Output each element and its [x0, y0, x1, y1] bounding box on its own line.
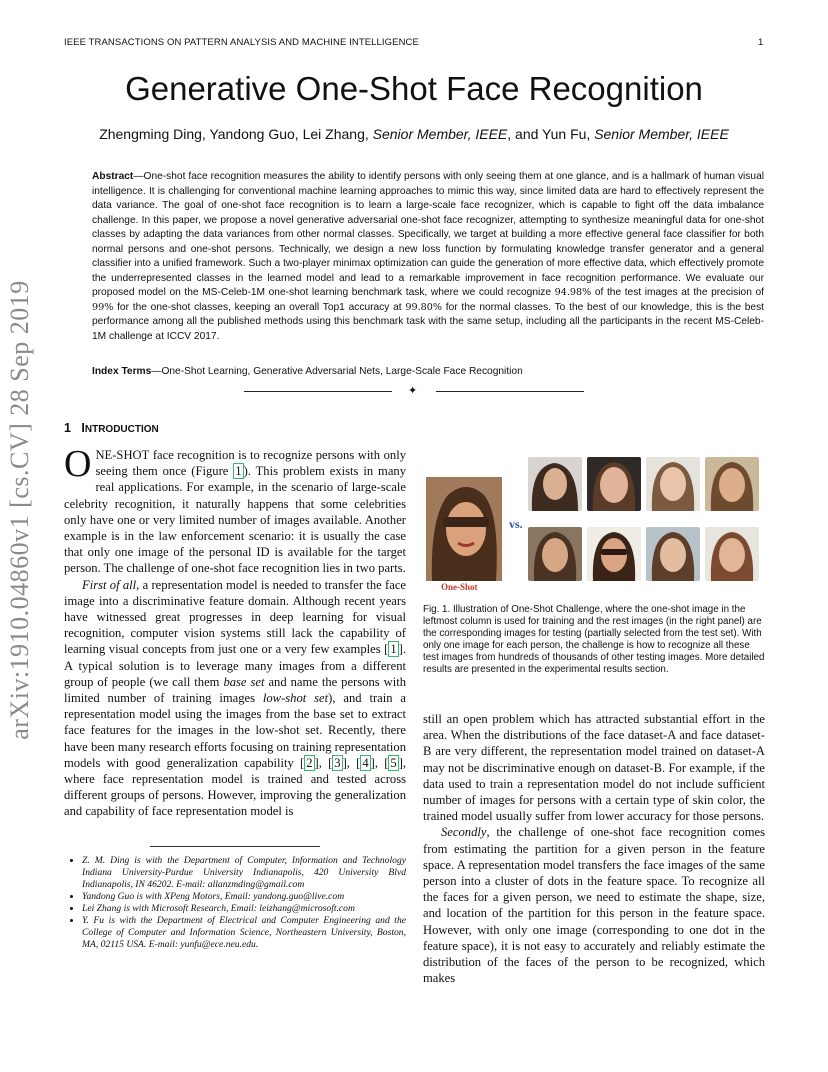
- section-first-letter: I: [81, 421, 85, 435]
- abstract-label: Abstract: [92, 171, 134, 182]
- abstract-text-b: of the test images at the precision of: [591, 287, 764, 298]
- section-title-rest: NTRODUCTION: [84, 424, 159, 435]
- footnote-item: • Y. Fu is with the Department of Electrical and Computer Engineering and the College of Computer and Information Science, Northeastern University, Boston, MA, 02115 USA. E-mail: yunfu@ece.neu.edu.: [82, 915, 406, 951]
- intro-p2-em3: low-shot set: [262, 691, 329, 706]
- intro-p2-b: ]. A typical solution is to leverage many images from a different group of people (we call them: [64, 642, 406, 689]
- test-face-image: [705, 527, 759, 581]
- abstract-pct-2: 99%: [92, 301, 114, 313]
- footnote-item: • Z. M. Ding is with the Department of Computer, Information and Technology Indiana University-Purdue University Indianapolis, 420 University Blvd Indianapolis, IN 46202. E-mail: allanzmding@gmail.com: [82, 855, 406, 891]
- footnotes: [64, 855, 406, 951]
- section-number: 1: [64, 421, 71, 435]
- intro-p1-a: face recognition is to recognize persons with only seeing them once (Figure: [95, 448, 406, 479]
- abstract-text-d: for the normal classes. To the best of our knowledge, this is the best performance among all the published methods using this benchmark task with the same setup, including all the participants in the recent MS-Celeb-1M challenge at ICCV 2017.: [92, 301, 765, 342]
- abstract-pct-1: 94.98%: [554, 287, 592, 298]
- paper-title: Generative One-Shot Face Recognition: [125, 70, 703, 107]
- intro-p2-e: ], where face representation model is trained and tested across different groups of persons. However, improving the generalization and capability of face representation model is: [64, 755, 407, 819]
- intro-paragraph-2: First of all, a representation model is needed to transfer the face image into a discriminative feature domain. Although recent years have witnessed great progresses in deep learning for visual recognition, computer vision systems still lack the capability of learning visual concepts from just one or a very few examples [ 1 ]. A typical solution is to leverage many images from a different group of people (we call them base set and name the persons with limited number of training images low-shot set), and train a representation model using the images from the base set to extract face features for the images in the low-shot set. Recently, there have been many research efforts focusing on training representation models with good generalization capability [ 2 ], [ 3 ], [ 4 ], [ 5 ], where face representation model is trained and tested across different groups of persons. However, improving the generalization and capability of face representation model is: [64, 577, 407, 819]
- author-list: [0, 126, 828, 142]
- authors-part-1: Zhengming Ding, Yandong Guo, Lei Zhang,: [99, 126, 373, 142]
- intro-paragraph-1: [64, 443, 406, 577]
- intro-p2-c: and name the persons with limited number of training images: [64, 674, 406, 706]
- right-paragraph-2: [423, 824, 765, 986]
- section-heading: [64, 421, 159, 435]
- test-face-image: [587, 527, 641, 581]
- divider-diamond-icon: ✦: [408, 385, 418, 397]
- test-face-image: [646, 527, 700, 581]
- figure-1: [423, 455, 765, 595]
- footnote-item: • Yandong Guo is with XPeng Motors, Email: yandong.guo@live.com: [82, 891, 406, 903]
- index-terms-label: Index Terms: [92, 366, 152, 377]
- index-terms-text: —One-Shot Learning, Generative Adversarial Nets, Large-Scale Face Recognition: [151, 366, 523, 377]
- figure-caption: Fig. 1. Illustration of One-Shot Challenge, where the one-shot image in the leftmost column is used for training and the rest images (in the right panel) are the corresponding images for testing (partially selected from the test set). With only one image for each person, the challenge is how to recognize all these test images from hundreds of thousands of other testing images. More detailed results are presented in the experimental results section.: [423, 604, 765, 675]
- right-column: [423, 711, 765, 986]
- test-face-image: [587, 457, 641, 511]
- arxiv-stamp: arXiv:1910.04860v1 [cs.CV] 28 Sep 2019: [5, 280, 34, 740]
- citation-link-2[interactable]: 2: [306, 755, 313, 770]
- authors-part-2: , and Yun Fu,: [507, 126, 595, 142]
- right-paragraph-1: still an open problem which has attracted substantial effort in the area. When the distributions of the face dataset-A and face dataset-B are very different, the representation model trained on dataset-A may not be discriminative enough on dataset-B. For example, if the data used to train a representation model do not include sufficient number of images for persons with a certain type of skin color, the trained model usually suffer from lower accuracy for those persons.: [423, 712, 765, 824]
- abstract-text-a: —One-shot face recognition measures the ability to identify persons with only seeing them at one glance, and is a hallmark of human visual intelligence. It is challenging for conventional machine learning approaches to mimic this way, since limited data are hard to effectively represent the data variance. The goal of one-shot face recognition is to learn a large-scale face recognizer, which is capable to fight off the data imbalance challenge. In this paper, we propose a novel generative adversarial one-shot face recognizer, attempting to synthesize meaningful data for one-shot classes by adapting the data variances from other normal classes. Specifically, we target at building a more effective general face classifier for both normal persons and one-shot persons. Technically, we design a new loss function by formulating knowledge transfer generator and a general classifier into a unified framework. Such a two-player minimax optimization can guide the generation of more effective data, which effectively promote the underrepresented classes in the learned model and lead to a remarkable improvement in face recognition performance. We evaluate our proposed model on the MS-Celeb-1M one-shot learning benchmark task, where we could recognize: [92, 171, 764, 298]
- intro-p2-d: ), and train a representation model using the images from the base set to extract face features for the images in the low-shot set. Recently, there have been many research efforts focusing on training representation models with good generalization capability [: [64, 691, 406, 770]
- vs-label: vs.: [509, 517, 523, 531]
- divider-line-right: [436, 391, 584, 392]
- abstract: [92, 170, 764, 344]
- section-divider: [244, 384, 584, 398]
- author-role-1: Senior Member, IEEE: [372, 126, 508, 142]
- right-p2-text: , the challenge of one-shot face recognition comes from estimating the partition for a given person in the feature space. A representation model transfers the face images of the same person into a cluster of dots in the feature space. To recognize all the faces for a given person, we need to estimate the shape, size, and location of the partition for this person in the feature space. However, with only one image (corresponding to one dot in the feature space), it is not easy to accurately and reliably estimate the distribution of the faces of the person to be recognized, which makes: [423, 825, 765, 986]
- footnote-item: • Lei Zhang is with Microsoft Research, Email: leizhang@microsoft.com: [82, 903, 406, 915]
- drop-cap: O: [64, 443, 92, 485]
- intro-p1-b: ). This problem exists in many real applications. For example, in the scenario of large-scale celebrity recognition, it naturally happens that some celebrities only have one or very limited number of images available. Another example is in the law enforcement scenario: it is usually the case that only one image of the personal ID is available for the target person. The challenge of one-shot face recognition lies in two parts.: [64, 464, 406, 576]
- right-p2-em: Secondly: [441, 825, 487, 840]
- test-face-image: [528, 527, 582, 581]
- one-shot-face-image: [426, 477, 502, 581]
- intro-p2-em2: base set: [223, 674, 265, 689]
- test-face-image: [528, 457, 582, 511]
- intro-smallcaps: NE-SHOT: [95, 448, 150, 462]
- intro-p2-em: First of all: [82, 577, 137, 592]
- footnote-rule: [150, 846, 320, 847]
- page-number: 1: [758, 37, 764, 48]
- one-shot-label: One-Shot: [441, 582, 478, 592]
- divider-line-left: [244, 391, 392, 392]
- abstract-text-c: for the one-shot classes, keeping an overall Top1 accuracy at: [113, 301, 406, 313]
- left-column: [64, 443, 407, 820]
- test-face-image: [646, 457, 700, 511]
- abstract-pct-3: 99.80%: [405, 301, 442, 313]
- citation-link-1[interactable]: 1: [390, 642, 397, 657]
- citation-link-3[interactable]: 3: [334, 755, 341, 770]
- journal-header: IEEE TRANSACTIONS ON PATTERN ANALYSIS AND MACHINE INTELLIGENCE: [64, 37, 419, 48]
- author-role-2: Senior Member, IEEE: [594, 126, 729, 142]
- figure-ref-link[interactable]: 1: [235, 464, 242, 479]
- test-face-image: [705, 457, 759, 511]
- citation-link-5[interactable]: 5: [390, 755, 397, 770]
- index-terms: [92, 366, 764, 377]
- citation-link-4[interactable]: 4: [362, 755, 369, 770]
- intro-p2-a: , a representation model is needed to transfer the face image into a discriminative feature domain. Although recent years have witnessed great progresses in deep learning for visual recognition, computer vision systems still lack the capability of learning visual concepts from just one or a very few examples [: [64, 577, 406, 657]
